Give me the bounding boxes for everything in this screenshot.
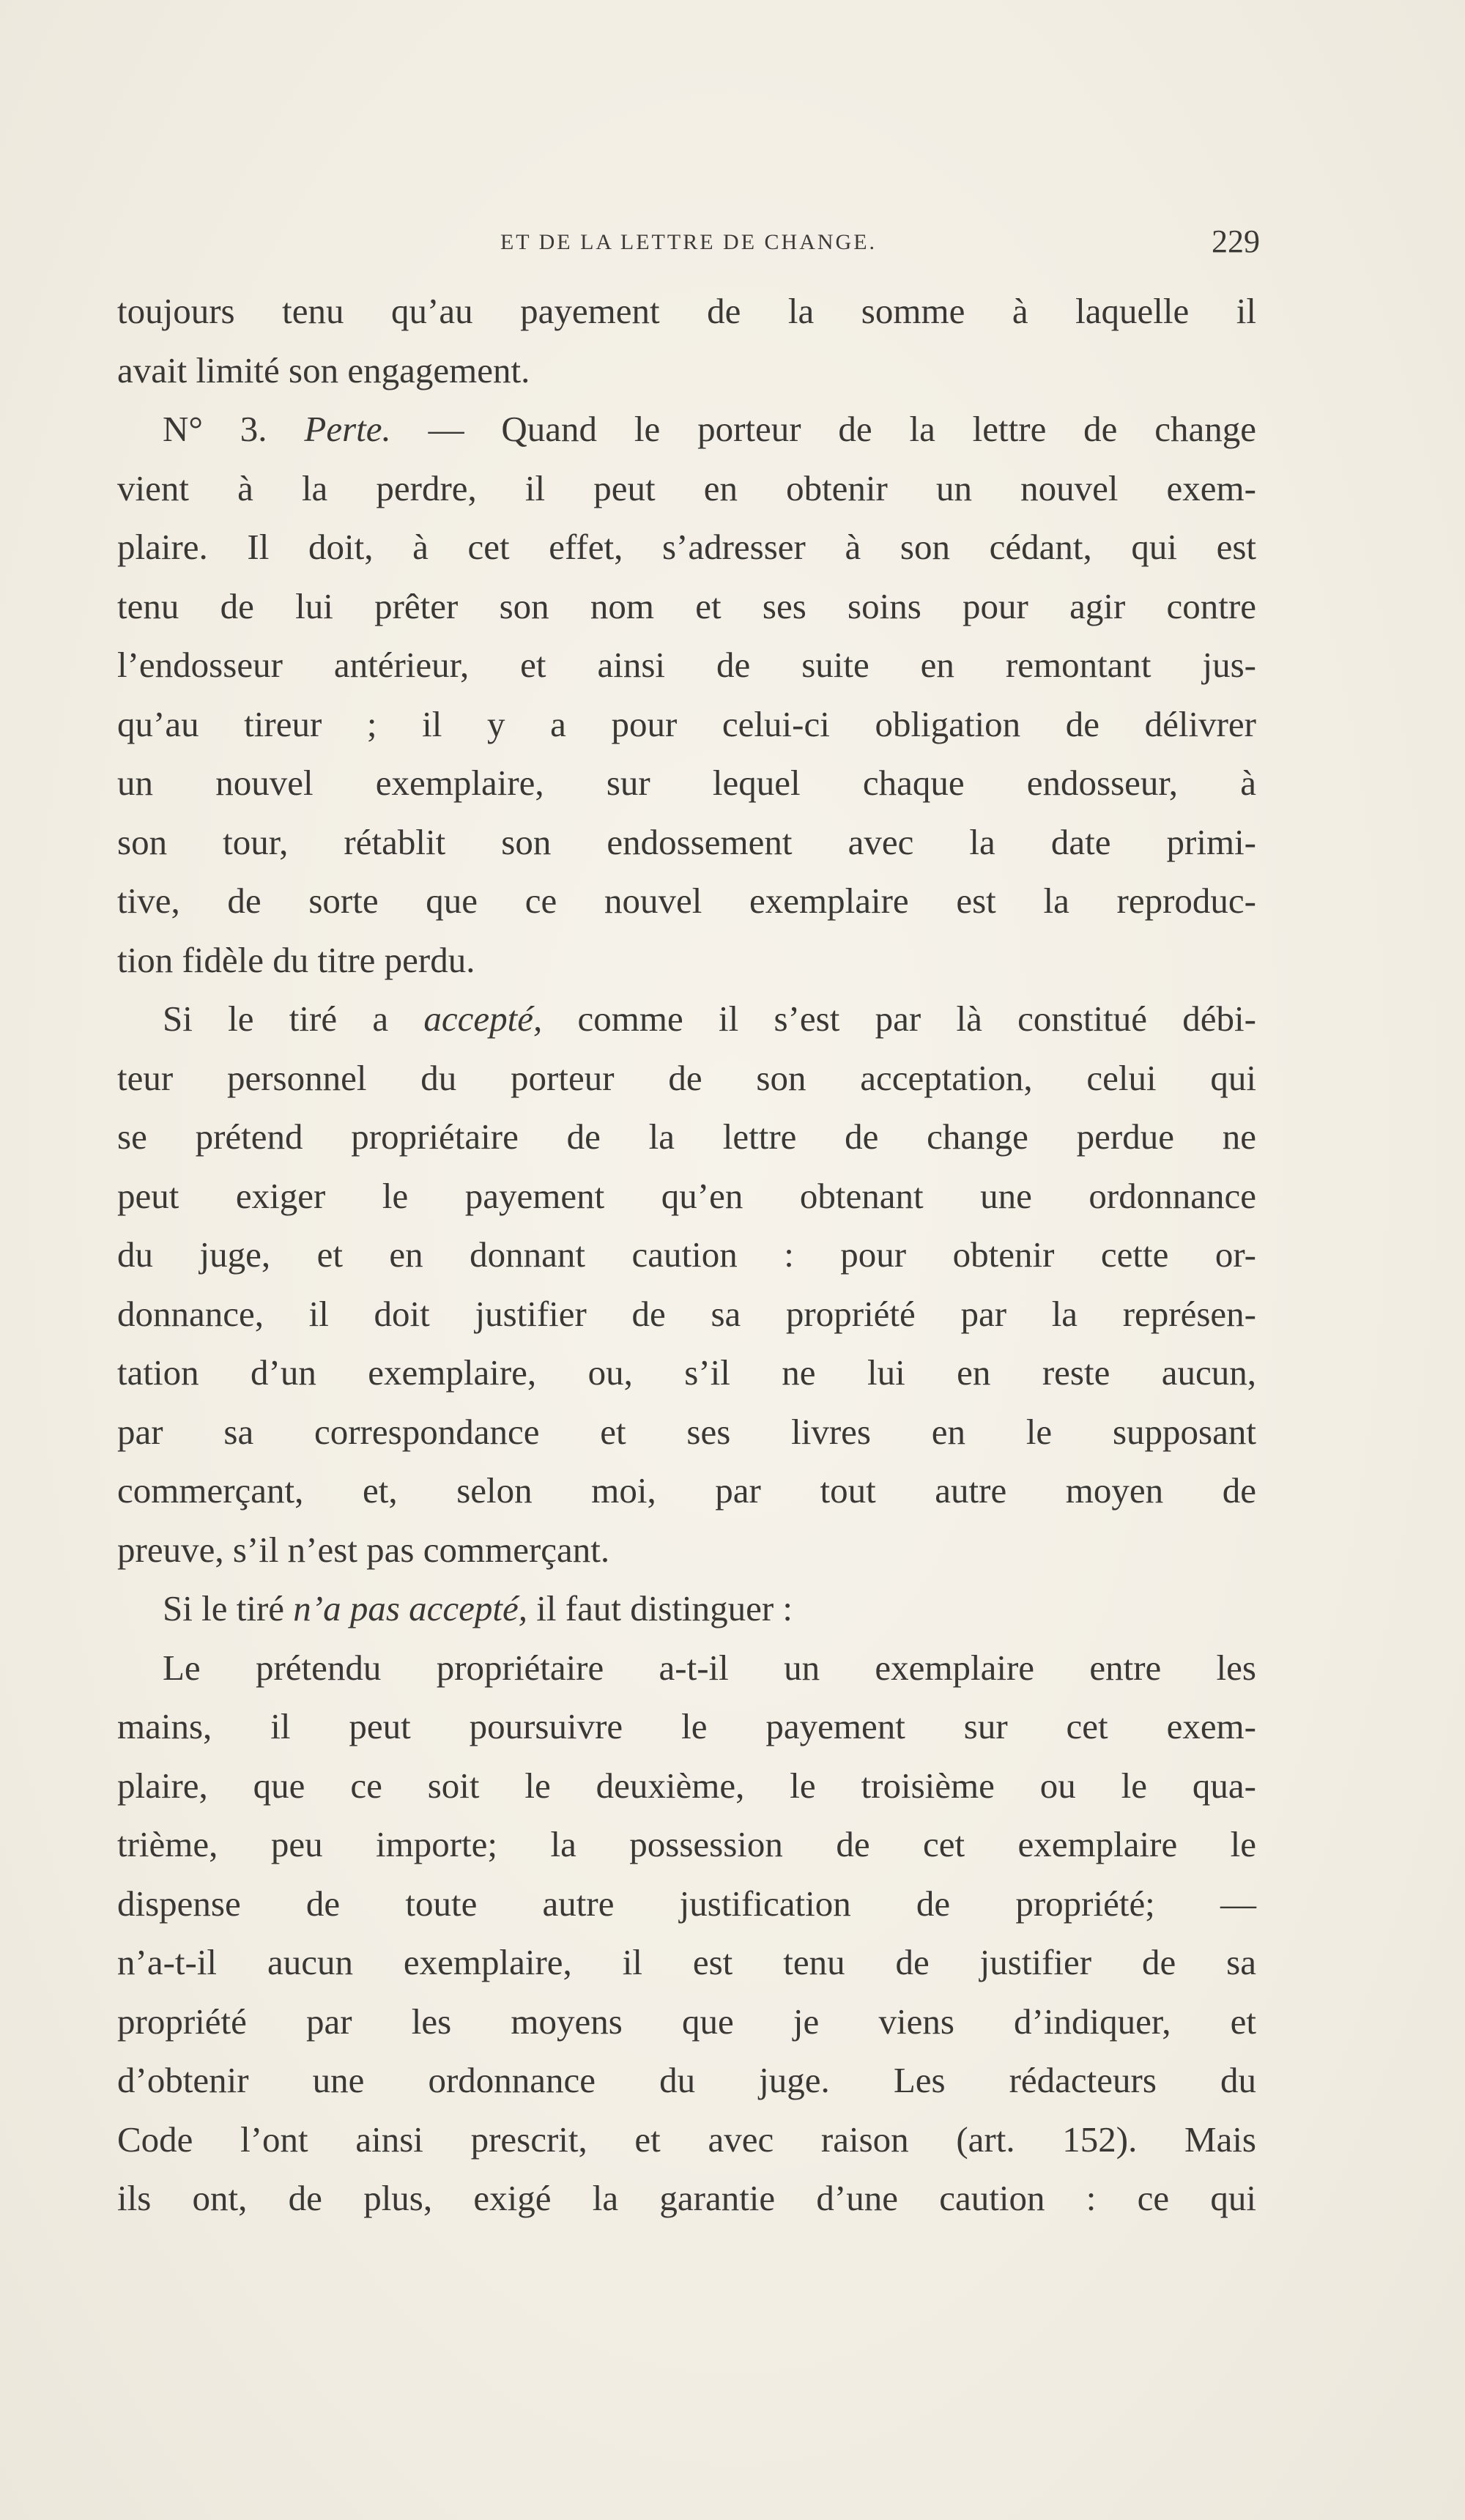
- text-line: N° 3. Perte. — Quand le porteur de la lettre de change: [163, 409, 1256, 449]
- text-line: plaire, que ce soit le deuxième, le troisième ou le qua-: [117, 1765, 1256, 1806]
- running-head: ET DE LA LETTRE DE CHANGE.: [500, 230, 878, 254]
- text-line: Le prétendu propriétaire a-t-il un exemplaire entre les: [163, 1647, 1256, 1688]
- text-line: avait limité son engagement.: [117, 349, 530, 390]
- text-line: se prétend propriétaire de la lettre de change perdue ne: [117, 1116, 1256, 1157]
- text-line: vient à la perdre, il peut en obtenir un nouvel exem-: [117, 467, 1256, 508]
- text-line: tive, de sorte que ce nouvel exemplaire est la reproduc-: [117, 881, 1256, 921]
- text-line: mains, il peut poursuivre le payement sur cet exem-: [117, 1706, 1256, 1746]
- text-line: Si le tiré a accepté, comme il s’est par là constitué débi-: [163, 998, 1256, 1039]
- text-line: l’endosseur antérieur, et ainsi de suite en remontant jus-: [117, 645, 1256, 685]
- text-line: donnance, il doit justifier de sa propriété par la représen-: [117, 1293, 1256, 1334]
- text-line: Code l’ont ainsi prescrit, et avec raison (art. 152). Mais: [117, 2119, 1256, 2160]
- text-line: son tour, rétablit son endossement avec la date primi-: [117, 821, 1256, 862]
- text-line: du juge, et en donnant caution : pour obtenir cette or-: [117, 1234, 1256, 1275]
- text-line: n’a-t-il aucun exemplaire, il est tenu de justifier de sa: [117, 1942, 1256, 1982]
- text-line: tation d’un exemplaire, ou, s’il ne lui en reste aucun,: [117, 1352, 1256, 1393]
- text-line: teur personnel du porteur de son acceptation, celui qui: [117, 1057, 1256, 1098]
- text-line: plaire. Il doit, à cet effet, s’adresser à son cédant, qui est: [117, 527, 1256, 567]
- text-line: toujours tenu qu’au payement de la somme à laquelle il: [117, 291, 1256, 331]
- text-line: trième, peu importe; la possession de cet exemplaire le: [117, 1824, 1256, 1864]
- body-text: [117, 282, 1256, 2228]
- text-line: propriété par les moyens que je viens d’indiquer, et: [117, 2001, 1256, 2042]
- text-line: peut exiger le payement qu’en obtenant une ordonnance: [117, 1175, 1256, 1216]
- text-line: qu’au tireur ; il y a pour celui-ci obligation de délivrer: [117, 703, 1256, 744]
- text-line: d’obtenir une ordonnance du juge. Les rédacteurs du: [117, 2060, 1256, 2100]
- text-line: dispense de toute autre justification de propriété; —: [117, 1883, 1256, 1924]
- text-line: Si le tiré n’a pas accepté, il faut distinguer :: [163, 1588, 793, 1628]
- text-line: preuve, s’il n’est pas commerçant.: [117, 1529, 610, 1570]
- page-header: [117, 223, 1260, 270]
- text-line: commerçant, et, selon moi, par tout autre moyen de: [117, 1470, 1256, 1511]
- text-line: par sa correspondance et ses livres en le supposant: [117, 1411, 1256, 1452]
- text-line: un nouvel exemplaire, sur lequel chaque endosseur, à: [117, 763, 1256, 803]
- text-line: tion fidèle du titre perdu.: [117, 939, 475, 980]
- text-line: ils ont, de plus, exigé la garantie d’une caution : ce qui: [117, 2178, 1256, 2218]
- text-line: tenu de lui prêter son nom et ses soins pour agir contre: [117, 585, 1256, 626]
- page-number: 229: [1212, 223, 1260, 259]
